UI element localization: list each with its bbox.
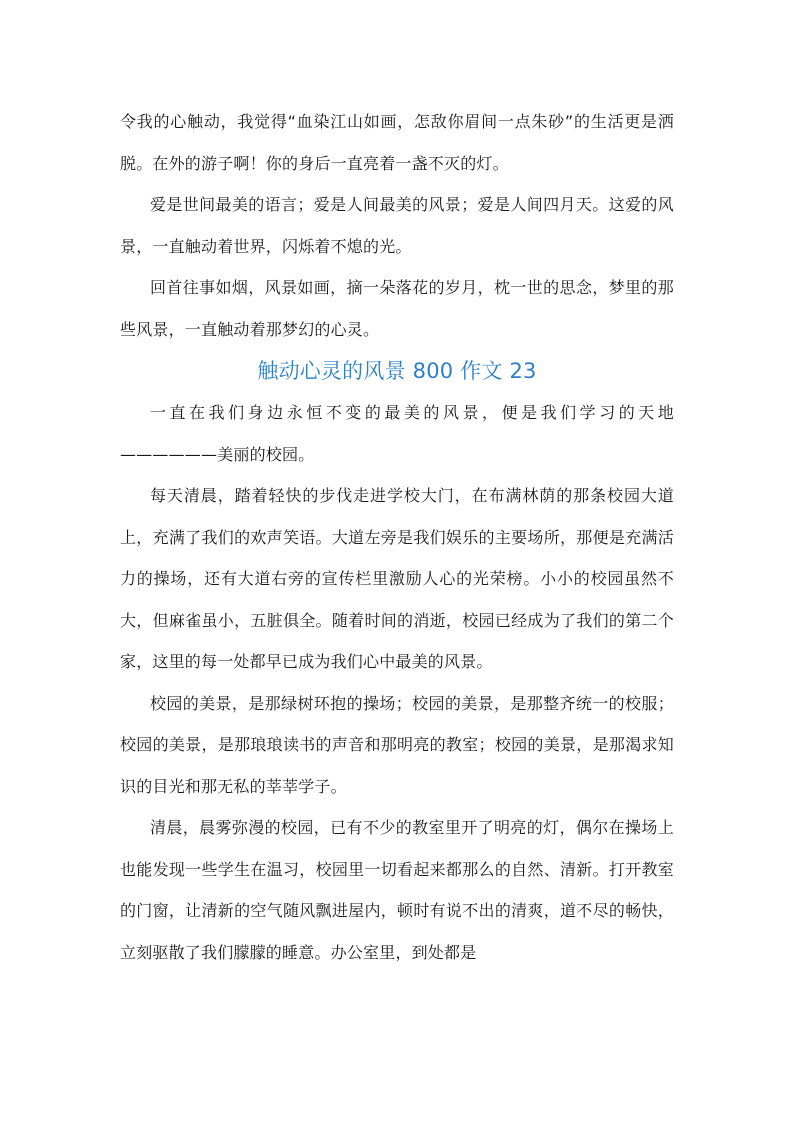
paragraph-looking-back: 回首往事如烟，风景如画，摘一朵落花的岁月，枕一世的思念，梦里的那些风景，一直触动着那梦幻的心灵。 xyxy=(120,278,674,339)
paragraph-misty-morning: 清晨，晨雾弥漫的校园，已有不少的教室里开了明亮的灯，偶尔在操场上也能发现一些学生在温习，校园里一切看起来都那么的自然、清新。打开教室的门窗，让清新的空气随风飘进屋内，顿时有说不出的清爽，道不尽的畅快，立刻驱散了我们朦朦的睡意。办公室里，到处都是 xyxy=(120,818,674,962)
essay-title: 触动心灵的风景 800 作文 23 xyxy=(257,359,537,383)
paragraph-campus-beauty: 校园的美景，是那绿树环抱的操场；校园的美景，是那整齐统一的校服；校园的美景，是那琅琅读书的声音和那明亮的教室；校园的美景，是那渴求知识的目光和那无私的莘莘学子。 xyxy=(120,693,674,796)
paragraph-morning-walk: 每天清晨，踏着轻快的步伐走进学校大门，在布满林荫的那条校园大道上，充满了我们的欢声笑语。大道左旁是我们娱乐的主要场所，那便是充满活力的操场，还有大道右旁的宣传栏里激励人心的光荣榜。小小的校园虽然不大，但麻雀虽小，五脏俱全。随着时间的消逝，校园已经成为了我们的第二个家，这里的每一处都早已成为我们心中最美的风景。 xyxy=(120,486,674,671)
paragraph-love-scenery: 爱是世间最美的语言；爱是人间最美的风景；爱是人间四月天。这爱的风景，一直触动着世界，闪烁着不熄的光。 xyxy=(120,195,674,256)
paragraph-campus-intro: 一直在我们身边永恒不变的最美的风景，便是我们学习的天地——————美丽的校园。 xyxy=(120,403,674,464)
paragraph-continued: 令我的心触动，我觉得“血染江山如画，怎敌你眉间一点朱砂”的生活更是洒脱。在外的游子啊！你的身后一直亮着一盏不灭的灯。 xyxy=(120,112,674,173)
document-body xyxy=(120,101,674,973)
